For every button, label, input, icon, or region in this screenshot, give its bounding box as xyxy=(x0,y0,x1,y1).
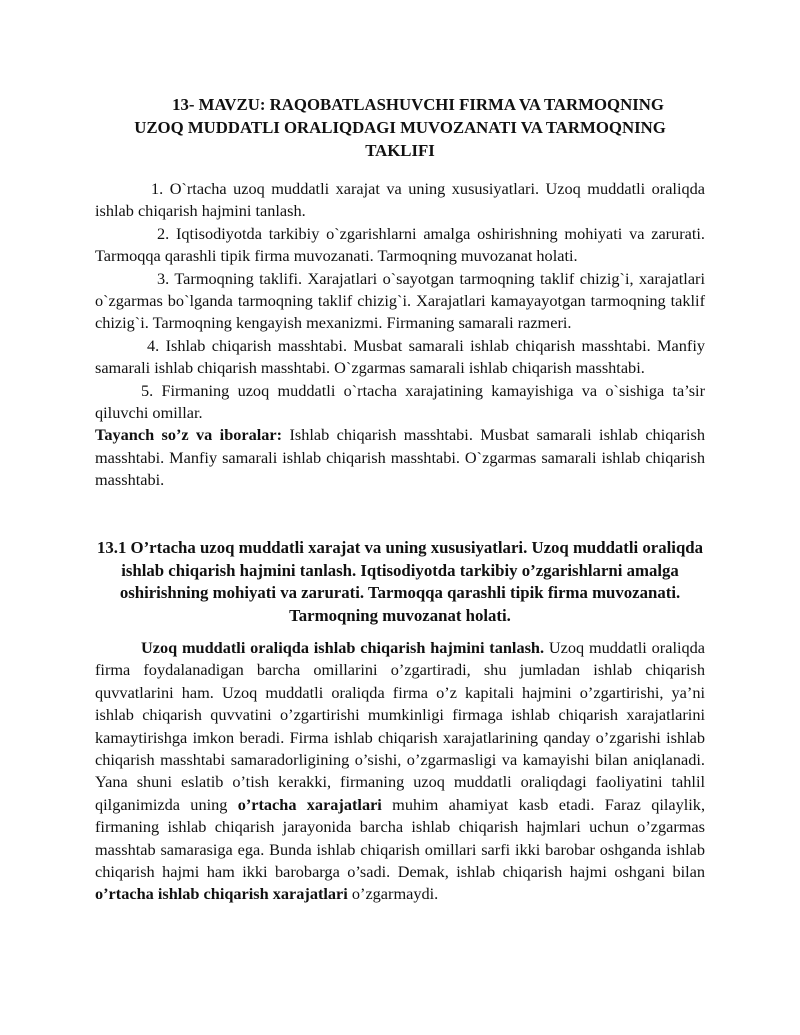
title-line-1: 13- MAVZU: RAQOBATLASHUVCHI FIRMA VA TARMOQNING xyxy=(172,95,664,114)
paragraph-lead: Uzoq muddatli oraliqda ishlab chiqarish hajmini tanlash. xyxy=(141,638,545,657)
title-line-2: UZOQ MUDDATLI ORALIQDAGI MUVOZANATI VA TARMOQNING xyxy=(134,118,666,137)
section-heading: 13.1 O’rtacha uzoq muddatli xarajat va uning xususiyatlari. Uzoq muddatli oraliqda ishlab chiqarish hajmini tanlash. Iqtisodiyotda tarkibiy o’zgarishlarni amalga oshirishning mohiyati va zarurati. Tarmoqqa qarashli tipik firma muvozanati. Tarmoqning muvozanat holati. xyxy=(96,538,704,625)
topics-list xyxy=(95,178,705,492)
paragraph-text: Uzoq muddatli oraliqda firma foydalanadigan barcha omillarini o’zgartiradi, shu jumladan ishlab chiqarish quvvatlarini ham. Uzoq muddatli oraliqda firma o’z kapitali hajmini o’zgartirishi, ya’ni ishlab chiqarish quvvatini o’zgartirishi mumkinligi firmaga ishlab chiqarish xarajatlarini kamaytirishga imkon beradi. Firma ishlab chiqarish xarajatlarining qanday o’zgarishi ishlab chiqarish masshtabi samaradorligining o’sishi, o’zgarmasligi va kamayishi bilan aniqlanadi. Yana shuni eslatib o’tish kerakki, firmaning uzoq muddatli oraliqdagi faoliyatini tahlil qilganimizda uning xyxy=(95,638,705,814)
body-paragraph-block xyxy=(95,637,705,906)
topic-item: 2. Iqtisodiyotda tarkibiy o`zgarishlarni amalga oshirishning mohiyati va zarurati. Tarmoqqa qarashli tipik firma muvozanati. Tarmoqning muvozanat holati. xyxy=(95,223,705,266)
topic-item: 3. Tarmoqning taklifi. Xarajatlari o`sayotgan tarmoqning taklif chizig`i, xarajatlari o`zgarmas bo`lganda tarmoqning taklif chizig`i. Xarajatlari kamayayotgan tarmoqning taklif chizig`i. Tarmoqning kengayish mexanizmi. Firmaning samarali razmeri. xyxy=(95,268,705,333)
topic-item: 5. Firmaning uzoq muddatli o`rtacha xarajatining kamayishiga va o`sishiga ta’sir qiluvchi omillar. xyxy=(95,380,705,423)
body-paragraph xyxy=(95,637,705,906)
topic-item: 1. O`rtacha uzoq muddatli xarajat va uning xususiyatlari. Uzoq muddatli oraliqda ishlab chiqarish hajmini tanlash. xyxy=(95,179,705,221)
keywords-text: Ishlab chiqarish masshtabi. Musbat samarali ishlab chiqarish masshtabi. Manfiy samarali ishlab chiqarish masshtabi. O`zgarmas samarali ishlab chiqarish masshtabi. xyxy=(95,425,706,490)
paragraph-bold-term: o’rtacha xarajatlari xyxy=(237,794,382,814)
keywords-label: Tayanch so’z va iboralar: xyxy=(95,425,283,445)
topic-item: 4. Ishlab chiqarish masshtabi. Musbat samarali ishlab chiqarish masshtabi. Manfiy samarali ishlab chiqarish masshtabi. O`zgarmas samarali ishlab chiqarish masshtabi. xyxy=(95,335,705,378)
keywords-paragraph xyxy=(95,424,705,491)
paragraph-text: o’zgarmaydi. xyxy=(347,884,439,904)
paragraph-text: muhim ahamiyat kasb etadi. Faraz qilaylik, firmaning ishlab chiqarish jarayonida barcha ishlab chiqarish hajmlari uchun o’zgarmas masshtab samarasiga ega. Bunda ishlab chiqarish omillari sarfi ikki barobar oshganda ishlab chiqarish hajmi ham ikki barobarga o’sadi. Demak, ishlab chiqarish hajmi oshgani bilan xyxy=(95,794,706,882)
paragraph-bold-term: o’rtacha ishlab chiqarish xarajatlari xyxy=(95,884,348,904)
document-title xyxy=(95,93,705,162)
title-line-3: TAKLIFI xyxy=(365,141,435,160)
